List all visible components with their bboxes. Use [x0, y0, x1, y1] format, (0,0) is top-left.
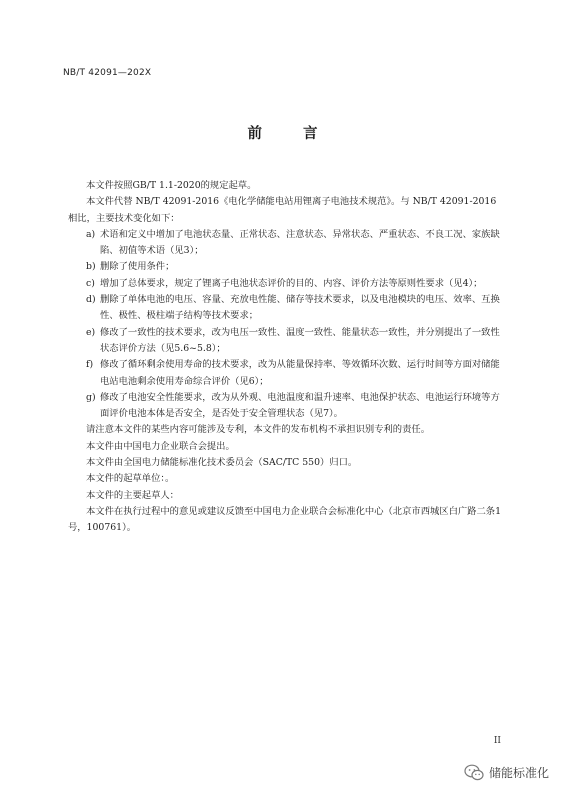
- list-text: 删除了使用条件；: [100, 261, 175, 273]
- list-marker: a): [86, 228, 96, 240]
- list-marker: e): [86, 326, 96, 338]
- list-marker: c): [86, 277, 95, 289]
- list-item: [86, 276, 502, 292]
- paragraph: 请注意本文件的某些内容可能涉及专利，本文件的发布机构不承担识别专利的责任。: [86, 424, 430, 436]
- wechat-icon: [464, 764, 484, 781]
- list-item: [86, 357, 502, 390]
- list-item: [86, 259, 502, 275]
- paragraph: 本文件的主要起草人：: [86, 489, 179, 501]
- paragraph: 本文件在执行过程中的意见或建议反馈至中国电力企业联合会标准化中心（北京市西城区白广路二条1号，100761）。: [68, 505, 501, 534]
- list-item: [86, 227, 502, 260]
- list-text: 术语和定义中增加了电池状态量、正常状态、注意状态、异常状态、严重状态、不良工况、家族缺陷、初值等术语（见3）；: [100, 228, 500, 257]
- page-title: 前 言: [247, 126, 336, 142]
- list-item: [86, 292, 502, 325]
- list-marker: f): [86, 359, 94, 371]
- paragraph: 本文件的起草单位：。: [86, 473, 175, 485]
- list-marker: d): [86, 294, 96, 306]
- paragraph: 本文件由中国电力企业联合会提出。: [86, 440, 235, 452]
- watermark: [464, 764, 549, 781]
- list-item: [86, 325, 502, 358]
- list-marker: b): [86, 261, 96, 273]
- page-number: II: [493, 736, 501, 746]
- paragraph: 本文件代替 NB/T 42091-2016《电化学储能电站用锂离子电池技术规范》。与 NB/T 42091-2016 相比，主要技术变化如下：: [68, 196, 497, 224]
- document-body: [68, 178, 502, 537]
- document-code: NB/T 42091—202X: [63, 68, 152, 78]
- paragraph: 本文件按照GB/T 1.1-2020的规定起草。: [86, 180, 257, 191]
- list-text: 增加了总体要求，规定了锂离子电池状态评价的目的、内容、评价方法等原则性要求（见4）；: [100, 277, 483, 289]
- list-item: [86, 390, 502, 423]
- list-text: 修改了一致性的技术要求，改为电压一致性、温度一致性、能量状态一致性，并分别提出了一致性状态评价方法（见5.6~5.8）；: [100, 326, 500, 354]
- list-text: 删除了单体电池的电压、容量、充放电性能、储存等技术要求，以及电池模块的电压、效率、互换性、极性、极柱端子结构等技术要求；: [100, 294, 500, 322]
- paragraph: 本文件由全国电力储能标准化技术委员会（SAC/TC 550）归口。: [86, 457, 358, 469]
- list-text: 修改了循环剩余使用寿命的技术要求，改为从能量保持率、等效循环次数、运行时间等方面对储能电站电池剩余使用寿命综合评价（见6）；: [100, 359, 500, 387]
- watermark-text: 储能标准化: [488, 766, 549, 780]
- list-text: 修改了电池安全性能要求，改为从外观、电池温度和温升速率、电池保护状态、电池运行环境等方面评价电池本体是否安全，是否处于安全管理状态（见7）。: [100, 391, 500, 420]
- list-marker: g): [86, 391, 96, 403]
